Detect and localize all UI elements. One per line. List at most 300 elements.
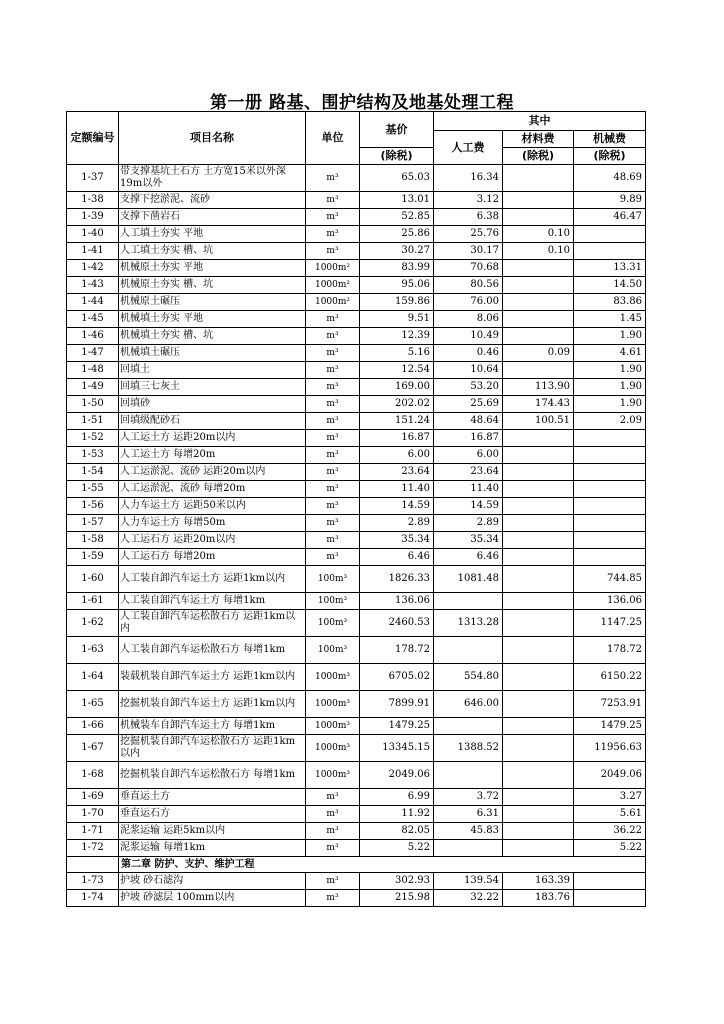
material-cost-cell (503, 532, 574, 549)
table-row (67, 362, 646, 379)
base-price-cell: 2460.53 (360, 610, 434, 637)
material-cost-cell (503, 718, 574, 735)
code-cell: 1-73 (67, 873, 119, 890)
table-row (67, 379, 646, 396)
name-cell: 机械填土夯实 平地 (119, 311, 306, 328)
material-cost-cell (503, 789, 574, 806)
labor-cost-cell: 139.54 (434, 873, 503, 890)
unit-cell: m³ (306, 447, 360, 464)
table-row (67, 345, 646, 362)
name-cell: 垂直运石方 (119, 806, 306, 823)
machine-cost-cell: 178.72 (574, 637, 646, 664)
labor-cost-cell: 53.20 (434, 379, 503, 396)
name-cell: 护坡 砂滤层 100mm以内 (119, 890, 306, 907)
machine-cost-cell: 4.61 (574, 345, 646, 362)
name-cell: 人工装自卸汽车运土方 运距1km以内 (119, 566, 306, 593)
base-price-cell: 52.85 (360, 209, 434, 226)
machine-cost-cell: 36.22 (574, 823, 646, 840)
base-price-cell: 30.27 (360, 243, 434, 260)
base-price-cell: 35.34 (360, 532, 434, 549)
name-cell: 人工运石方 每增20m (119, 549, 306, 566)
unit-cell: m³ (306, 549, 360, 566)
unit-cell: m³ (306, 430, 360, 447)
section-code-cell (67, 857, 119, 873)
unit-cell: 100m³ (306, 566, 360, 593)
base-price-cell: 6.46 (360, 549, 434, 566)
unit-cell: 1000m³ (306, 735, 360, 762)
unit-cell: 1000m² (306, 294, 360, 311)
machine-cost-cell: 5.22 (574, 840, 646, 857)
base-price-cell: 202.02 (360, 396, 434, 413)
code-cell: 1-70 (67, 806, 119, 823)
name-cell: 人工装自卸汽车运松散石方 运距1km以内 (119, 610, 306, 637)
machine-cost-cell: 1.90 (574, 328, 646, 345)
table-row (67, 806, 646, 823)
machine-cost-cell: 7253.91 (574, 691, 646, 718)
base-price-cell: 95.06 (360, 277, 434, 294)
header-name: 项目名称 (119, 112, 306, 165)
header-machine: 机械费 (574, 131, 646, 148)
name-cell: 回填三七灰土 (119, 379, 306, 396)
unit-cell: m³ (306, 328, 360, 345)
labor-cost-cell: 3.72 (434, 789, 503, 806)
code-cell: 1-68 (67, 762, 119, 789)
machine-cost-cell: 9.89 (574, 192, 646, 209)
base-price-cell: 7899.91 (360, 691, 434, 718)
table-row (67, 593, 646, 610)
material-cost-cell (503, 165, 574, 192)
machine-cost-cell: 11956.63 (574, 735, 646, 762)
name-cell: 人工运淤泥、流砂 运距20m以内 (119, 464, 306, 481)
unit-cell: 100m³ (306, 637, 360, 664)
table-body-2 (67, 873, 646, 907)
unit-cell: m³ (306, 209, 360, 226)
material-cost-cell (503, 277, 574, 294)
base-price-cell: 82.05 (360, 823, 434, 840)
unit-cell: m³ (306, 192, 360, 209)
material-cost-cell: 183.76 (503, 890, 574, 907)
code-cell: 1-45 (67, 311, 119, 328)
base-price-cell: 6.99 (360, 789, 434, 806)
code-cell: 1-52 (67, 430, 119, 447)
base-price-cell: 9.51 (360, 311, 434, 328)
name-cell: 装载机装自卸汽车运土方 运距1km以内 (119, 664, 306, 691)
base-price-cell: 6.00 (360, 447, 434, 464)
machine-cost-cell: 744.85 (574, 566, 646, 593)
labor-cost-cell: 2.89 (434, 515, 503, 532)
material-cost-cell: 0.10 (503, 243, 574, 260)
base-price-cell: 169.00 (360, 379, 434, 396)
name-cell: 泥浆运输 每增1km (119, 840, 306, 857)
labor-cost-cell: 6.38 (434, 209, 503, 226)
labor-cost-cell (434, 840, 503, 857)
material-cost-cell (503, 209, 574, 226)
machine-cost-cell: 14.50 (574, 277, 646, 294)
unit-cell: m³ (306, 311, 360, 328)
machine-cost-cell: 1.90 (574, 362, 646, 379)
labor-cost-cell: 25.76 (434, 226, 503, 243)
name-cell: 机械填土夯实 槽、坑 (119, 328, 306, 345)
machine-cost-cell: 46.47 (574, 209, 646, 226)
labor-cost-cell: 3.12 (434, 192, 503, 209)
code-cell: 1-67 (67, 735, 119, 762)
page-title: 第一册 路基、围护结构及地基处理工程 (210, 93, 514, 113)
name-cell: 支撑下挖淤泥、流砂 (119, 192, 306, 209)
labor-cost-cell: 0.46 (434, 345, 503, 362)
machine-cost-cell: 6150.22 (574, 664, 646, 691)
unit-cell: m³ (306, 498, 360, 515)
name-cell: 垂直运土方 (119, 789, 306, 806)
machine-cost-cell (574, 430, 646, 447)
material-cost-cell (503, 664, 574, 691)
base-price-cell: 16.87 (360, 430, 434, 447)
name-cell: 人力车运土方 运距50米以内 (119, 498, 306, 515)
material-cost-cell (503, 192, 574, 209)
machine-cost-cell: 83.86 (574, 294, 646, 311)
name-cell: 带支撑基坑土石方 土方宽15米以外深19m以外 (119, 165, 306, 192)
labor-cost-cell: 23.64 (434, 464, 503, 481)
header-material-sub: (除税) (503, 148, 574, 165)
material-cost-cell (503, 464, 574, 481)
material-cost-cell (503, 498, 574, 515)
unit-cell: m³ (306, 396, 360, 413)
labor-cost-cell: 45.83 (434, 823, 503, 840)
machine-cost-cell (574, 515, 646, 532)
table-row (67, 789, 646, 806)
code-cell: 1-66 (67, 718, 119, 735)
machine-cost-cell: 1.90 (574, 379, 646, 396)
unit-cell: m³ (306, 806, 360, 823)
name-cell: 挖掘机装自卸汽车运松散石方 每增1km (119, 762, 306, 789)
unit-cell: 1000m² (306, 260, 360, 277)
base-price-cell: 12.39 (360, 328, 434, 345)
labor-cost-cell: 6.31 (434, 806, 503, 823)
base-price-cell: 11.92 (360, 806, 434, 823)
material-cost-cell (503, 610, 574, 637)
code-cell: 1-65 (67, 691, 119, 718)
base-price-cell: 11.40 (360, 481, 434, 498)
material-cost-cell: 100.51 (503, 413, 574, 430)
material-cost-cell (503, 637, 574, 664)
table-row (67, 840, 646, 857)
table-row (67, 192, 646, 209)
labor-cost-cell: 11.40 (434, 481, 503, 498)
material-cost-cell (503, 515, 574, 532)
unit-cell: 1000m³ (306, 762, 360, 789)
base-price-cell: 2.89 (360, 515, 434, 532)
unit-cell: m³ (306, 840, 360, 857)
quota-table (66, 111, 646, 907)
base-price-cell: 151.24 (360, 413, 434, 430)
material-cost-cell (503, 328, 574, 345)
material-cost-cell (503, 691, 574, 718)
base-price-cell: 5.22 (360, 840, 434, 857)
labor-cost-cell: 80.56 (434, 277, 503, 294)
table-row (67, 447, 646, 464)
unit-cell: 1000m³ (306, 718, 360, 735)
machine-cost-cell (574, 243, 646, 260)
base-price-cell: 12.54 (360, 362, 434, 379)
table-row (67, 243, 646, 260)
table-row (67, 498, 646, 515)
name-cell: 人工运淤泥、流砂 每增20m (119, 481, 306, 498)
header-base: 基价 (360, 112, 434, 148)
base-price-cell: 5.16 (360, 345, 434, 362)
unit-cell: 1000m³ (306, 664, 360, 691)
base-price-cell: 215.98 (360, 890, 434, 907)
table-row (67, 823, 646, 840)
unit-cell: m³ (306, 226, 360, 243)
labor-cost-cell (434, 718, 503, 735)
machine-cost-cell: 1.45 (574, 311, 646, 328)
header-labor: 人工费 (434, 131, 503, 165)
material-cost-cell (503, 447, 574, 464)
code-cell: 1-41 (67, 243, 119, 260)
labor-cost-cell: 10.64 (434, 362, 503, 379)
table-row (67, 735, 646, 762)
code-cell: 1-57 (67, 515, 119, 532)
name-cell: 人工运石方 运距20m以内 (119, 532, 306, 549)
labor-cost-cell: 76.00 (434, 294, 503, 311)
material-cost-cell (503, 294, 574, 311)
code-cell: 1-69 (67, 789, 119, 806)
unit-cell: m³ (306, 165, 360, 192)
machine-cost-cell (574, 447, 646, 464)
material-cost-cell (503, 823, 574, 840)
material-cost-cell (503, 362, 574, 379)
material-cost-cell (503, 311, 574, 328)
code-cell: 1-42 (67, 260, 119, 277)
labor-cost-cell: 16.34 (434, 165, 503, 192)
name-cell: 回填级配砂石 (119, 413, 306, 430)
base-price-cell: 159.86 (360, 294, 434, 311)
name-cell: 泥浆运输 运距5km以内 (119, 823, 306, 840)
machine-cost-cell (574, 873, 646, 890)
code-cell: 1-51 (67, 413, 119, 430)
labor-cost-cell: 6.46 (434, 549, 503, 566)
table-body (67, 165, 646, 857)
code-cell: 1-54 (67, 464, 119, 481)
material-cost-cell (503, 840, 574, 857)
material-cost-cell: 174.43 (503, 396, 574, 413)
labor-cost-cell (434, 593, 503, 610)
labor-cost-cell: 14.59 (434, 498, 503, 515)
machine-cost-cell: 1147.25 (574, 610, 646, 637)
labor-cost-cell: 16.87 (434, 430, 503, 447)
machine-cost-cell: 48.69 (574, 165, 646, 192)
table-row (67, 260, 646, 277)
machine-cost-cell (574, 464, 646, 481)
material-cost-cell (503, 593, 574, 610)
base-price-cell: 302.93 (360, 873, 434, 890)
machine-cost-cell: 1.90 (574, 396, 646, 413)
table-row (67, 277, 646, 294)
table-row (67, 328, 646, 345)
labor-cost-cell: 1313.28 (434, 610, 503, 637)
machine-cost-cell: 5.61 (574, 806, 646, 823)
code-cell: 1-44 (67, 294, 119, 311)
table-row (67, 610, 646, 637)
code-cell: 1-46 (67, 328, 119, 345)
table-row (67, 311, 646, 328)
unit-cell: 1000m² (306, 277, 360, 294)
labor-cost-cell: 8.06 (434, 311, 503, 328)
machine-cost-cell: 2049.06 (574, 762, 646, 789)
labor-cost-cell: 30.17 (434, 243, 503, 260)
unit-cell: m³ (306, 413, 360, 430)
machine-cost-cell (574, 481, 646, 498)
code-cell: 1-39 (67, 209, 119, 226)
name-cell: 挖掘机装自卸汽车运土方 运距1km以内 (119, 691, 306, 718)
labor-cost-cell: 1081.48 (434, 566, 503, 593)
code-cell: 1-62 (67, 610, 119, 637)
name-cell: 人力车运土方 每增50m (119, 515, 306, 532)
code-cell: 1-59 (67, 549, 119, 566)
base-price-cell: 1479.25 (360, 718, 434, 735)
labor-cost-cell: 646.00 (434, 691, 503, 718)
base-price-cell: 14.59 (360, 498, 434, 515)
material-cost-cell (503, 735, 574, 762)
machine-cost-cell: 1479.25 (574, 718, 646, 735)
base-price-cell: 65.03 (360, 165, 434, 192)
name-cell: 人工装自卸汽车运松散石方 每增1km (119, 637, 306, 664)
name-cell: 机械原土碾压 (119, 294, 306, 311)
material-cost-cell (503, 806, 574, 823)
base-price-cell: 13.01 (360, 192, 434, 209)
code-cell: 1-56 (67, 498, 119, 515)
labor-cost-cell: 32.22 (434, 890, 503, 907)
name-cell: 回填砂 (119, 396, 306, 413)
header-group: 其中 (434, 112, 646, 131)
base-price-cell: 25.86 (360, 226, 434, 243)
table-row (67, 566, 646, 593)
name-cell: 机械原土夯实 平地 (119, 260, 306, 277)
base-price-cell: 23.64 (360, 464, 434, 481)
code-cell: 1-38 (67, 192, 119, 209)
code-cell: 1-61 (67, 593, 119, 610)
material-cost-cell: 0.09 (503, 345, 574, 362)
machine-cost-cell: 13.31 (574, 260, 646, 277)
unit-cell: m³ (306, 481, 360, 498)
code-cell: 1-40 (67, 226, 119, 243)
code-cell: 1-53 (67, 447, 119, 464)
unit-cell: m³ (306, 379, 360, 396)
base-price-cell: 178.72 (360, 637, 434, 664)
name-cell: 人工运土方 运距20m以内 (119, 430, 306, 447)
code-cell: 1-43 (67, 277, 119, 294)
table-row (67, 762, 646, 789)
section-title: 第二章 防护、支护、维护工程 (119, 857, 646, 873)
base-price-cell: 13345.15 (360, 735, 434, 762)
table-row (67, 691, 646, 718)
material-cost-cell: 0.10 (503, 226, 574, 243)
code-cell: 1-60 (67, 566, 119, 593)
name-cell: 挖掘机装自卸汽车运松散石方 运距1km以内 (119, 735, 306, 762)
code-cell: 1-72 (67, 840, 119, 857)
code-cell: 1-37 (67, 165, 119, 192)
code-cell: 1-64 (67, 664, 119, 691)
unit-cell: m³ (306, 464, 360, 481)
labor-cost-cell: 48.64 (434, 413, 503, 430)
material-cost-cell (503, 549, 574, 566)
name-cell: 机械填土碾压 (119, 345, 306, 362)
labor-cost-cell: 554.80 (434, 664, 503, 691)
machine-cost-cell: 136.06 (574, 593, 646, 610)
table-row (67, 294, 646, 311)
unit-cell: m³ (306, 532, 360, 549)
table-row (67, 873, 646, 890)
base-price-cell: 6705.02 (360, 664, 434, 691)
material-cost-cell (503, 762, 574, 789)
table-row (67, 890, 646, 907)
name-cell: 支撑下凿岩石 (119, 209, 306, 226)
unit-cell: m³ (306, 345, 360, 362)
unit-cell: m³ (306, 823, 360, 840)
machine-cost-cell: 3.27 (574, 789, 646, 806)
header-base-sub: (除税) (360, 148, 434, 165)
table-row (67, 637, 646, 664)
table-row (67, 396, 646, 413)
name-cell: 人工装自卸汽车运土方 每增1km (119, 593, 306, 610)
base-price-cell: 83.99 (360, 260, 434, 277)
labor-cost-cell: 70.68 (434, 260, 503, 277)
unit-cell: 100m³ (306, 593, 360, 610)
labor-cost-cell: 6.00 (434, 447, 503, 464)
section-body (67, 857, 646, 873)
name-cell: 人工填土夯实 平地 (119, 226, 306, 243)
material-cost-cell: 113.90 (503, 379, 574, 396)
code-cell: 1-49 (67, 379, 119, 396)
base-price-cell: 136.06 (360, 593, 434, 610)
unit-cell: m³ (306, 243, 360, 260)
machine-cost-cell (574, 498, 646, 515)
labor-cost-cell: 10.49 (434, 328, 503, 345)
table-row (67, 718, 646, 735)
unit-cell: m³ (306, 362, 360, 379)
name-cell: 机械装车自卸汽车运土方 每增1km (119, 718, 306, 735)
machine-cost-cell (574, 890, 646, 907)
material-cost-cell: 163.39 (503, 873, 574, 890)
code-cell: 1-55 (67, 481, 119, 498)
labor-cost-cell: 35.34 (434, 532, 503, 549)
labor-cost-cell: 25.69 (434, 396, 503, 413)
machine-cost-cell: 2.09 (574, 413, 646, 430)
name-cell: 护坡 砂石滤沟 (119, 873, 306, 890)
machine-cost-cell (574, 549, 646, 566)
name-cell: 回填土 (119, 362, 306, 379)
unit-cell: m³ (306, 789, 360, 806)
header-unit: 单位 (306, 112, 360, 165)
code-cell: 1-71 (67, 823, 119, 840)
labor-cost-cell (434, 637, 503, 664)
material-cost-cell (503, 430, 574, 447)
table-row (67, 226, 646, 243)
unit-cell: m³ (306, 873, 360, 890)
table-row (67, 430, 646, 447)
material-cost-cell (503, 260, 574, 277)
machine-cost-cell (574, 532, 646, 549)
table-row (67, 464, 646, 481)
machine-cost-cell (574, 226, 646, 243)
base-price-cell: 2049.06 (360, 762, 434, 789)
labor-cost-cell (434, 762, 503, 789)
labor-cost-cell: 1388.52 (434, 735, 503, 762)
table-row (67, 515, 646, 532)
code-cell: 1-47 (67, 345, 119, 362)
table-row (67, 549, 646, 566)
material-cost-cell (503, 566, 574, 593)
table-header (67, 112, 646, 165)
